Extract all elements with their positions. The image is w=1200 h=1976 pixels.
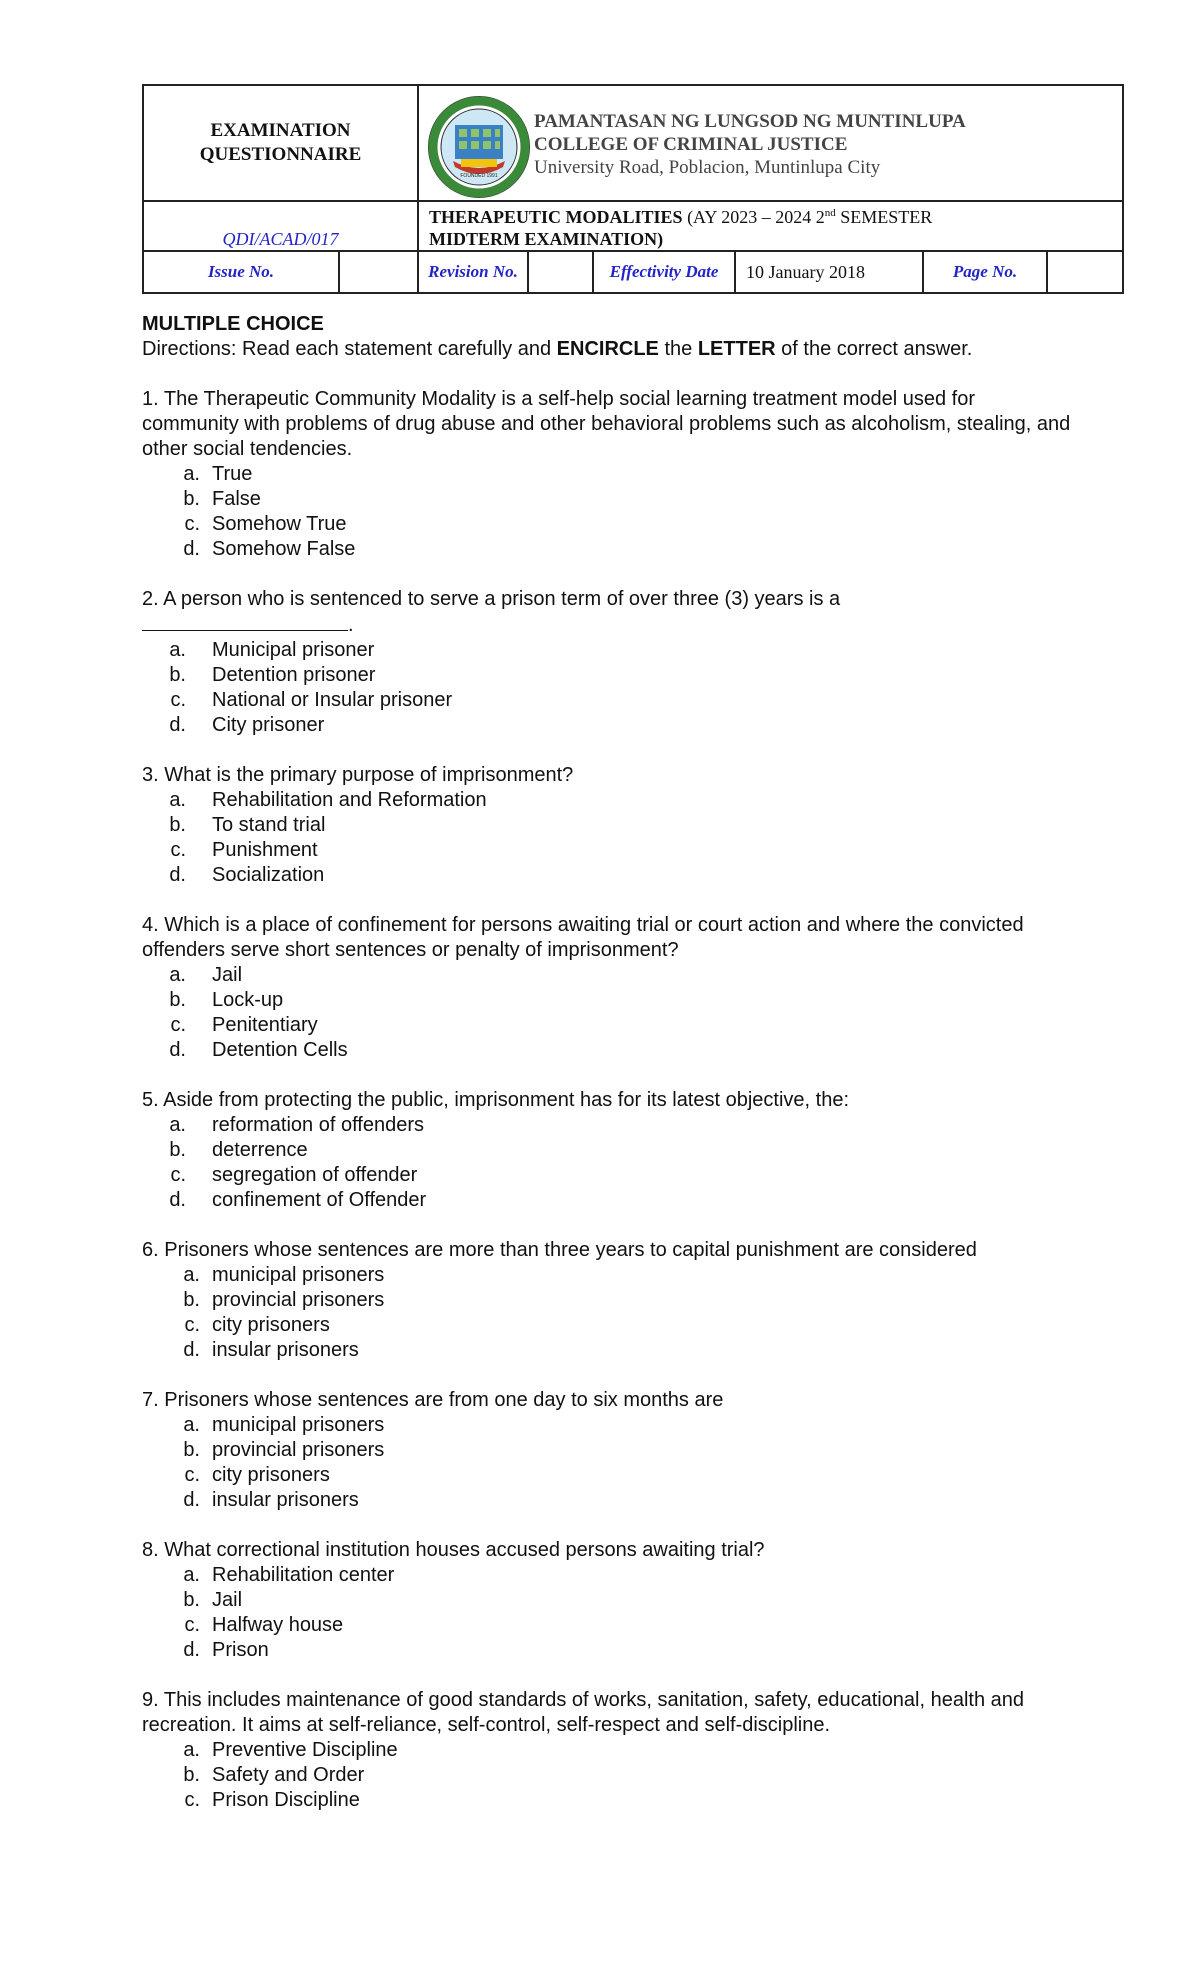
option-letter: c. (184, 1614, 200, 1636)
question-text: 5. Aside from protecting the public, imprisonment has for its latest objective, the: (142, 1089, 850, 1111)
option-text: Jail (212, 964, 243, 986)
option-text: Municipal prisoner (212, 639, 375, 661)
option-text: Somehow False (212, 538, 356, 560)
option-text: Punishment (212, 839, 318, 861)
option-letter: b. (169, 1139, 186, 1161)
university-info (418, 85, 1123, 201)
option-letter: b. (183, 1439, 200, 1461)
option-text: provincial prisoners (212, 1439, 385, 1461)
effectivity-date-label: Effectivity Date (593, 251, 735, 293)
option-letter: c. (170, 1164, 186, 1186)
option-d[interactable] (142, 863, 1072, 888)
option-d[interactable] (142, 537, 1072, 562)
option-c[interactable] (142, 512, 1072, 537)
options-list (142, 462, 1072, 562)
option-c[interactable] (142, 688, 1072, 713)
option-text: municipal prisoners (212, 1414, 385, 1436)
option-letter: b. (183, 1764, 200, 1786)
effectivity-date-value: 10 January 2018 (735, 251, 923, 293)
question-text: 9. This includes maintenance of good standards of works, sanitation, safety, educational, health and recreation. It aims at self-reliance, self-control, self-respect and self-discipline. (142, 1689, 1025, 1736)
document-code: QDI/ACAD/017 (143, 201, 418, 251)
options-list (142, 1263, 1072, 1363)
option-a[interactable] (142, 1263, 1072, 1288)
option-c[interactable] (142, 1163, 1072, 1188)
option-d[interactable] (142, 1638, 1072, 1663)
option-letter: d. (183, 1339, 200, 1361)
option-text: insular prisoners (212, 1489, 359, 1511)
option-letter: a. (183, 1264, 200, 1286)
option-letter: d. (183, 538, 200, 560)
option-text: Rehabilitation and Reformation (212, 789, 487, 811)
option-letter: c. (170, 839, 186, 861)
option-text: Lock-up (212, 989, 284, 1011)
question-text: 3. What is the primary purpose of imprisonment? (142, 764, 574, 786)
document-header (142, 84, 1124, 294)
option-letter: a. (169, 1114, 186, 1136)
option-letter: d. (169, 1189, 186, 1211)
option-letter: d. (183, 1639, 200, 1661)
question-7 (142, 1388, 1072, 1513)
exam-type: MIDTERM EXAMINATION) (429, 229, 664, 249)
option-c[interactable] (142, 1463, 1072, 1488)
option-text: To stand trial (212, 814, 326, 836)
options-list (142, 1563, 1072, 1663)
option-letter: b. (169, 989, 186, 1011)
option-d[interactable] (142, 1338, 1072, 1363)
option-letter: c. (184, 1314, 200, 1336)
options-list (142, 963, 1072, 1063)
option-letter: a. (183, 1414, 200, 1436)
option-text: confinement of Offender (212, 1189, 427, 1211)
option-text: provincial prisoners (212, 1289, 385, 1311)
option-c[interactable] (142, 1313, 1072, 1338)
page-no-value (1047, 251, 1123, 293)
issue-no-value (339, 251, 418, 293)
option-c[interactable] (142, 1788, 1072, 1813)
option-a[interactable] (142, 1413, 1072, 1438)
options-list (142, 1738, 1072, 1813)
directions (142, 337, 1072, 362)
question-6 (142, 1238, 1072, 1363)
option-b[interactable] (142, 1288, 1072, 1313)
revision-no-label: Revision No. (418, 251, 528, 293)
option-b[interactable] (142, 1763, 1072, 1788)
option-b[interactable] (142, 487, 1072, 512)
university-name: PAMANTASAN NG LUNGSOD NG MUNTINLUPA (534, 111, 966, 132)
option-text: segregation of offender (212, 1164, 418, 1186)
option-letter: c. (170, 1014, 186, 1036)
option-text: Detention prisoner (212, 664, 376, 686)
option-text: Safety and Order (212, 1764, 365, 1786)
option-text: Rehabilitation center (212, 1564, 395, 1586)
subject-ordinal: nd (824, 207, 836, 219)
option-letter: a. (183, 463, 200, 485)
option-letter: b. (169, 664, 186, 686)
blank-period: . (348, 614, 354, 636)
subject-name: THERAPEUTIC MODALITIES (429, 207, 683, 227)
section-title: MULTIPLE CHOICE (142, 313, 324, 335)
options-list (142, 1413, 1072, 1513)
option-c[interactable] (142, 838, 1072, 863)
option-d[interactable] (142, 713, 1072, 738)
option-a[interactable] (142, 963, 1072, 988)
option-letter: a. (183, 1739, 200, 1761)
option-c[interactable] (142, 1613, 1072, 1638)
option-d[interactable] (142, 1038, 1072, 1063)
options-list (142, 788, 1072, 888)
university-seal-icon (427, 95, 531, 199)
option-text: Detention Cells (212, 1039, 348, 1061)
option-letter: a. (183, 1564, 200, 1586)
directions-encircle: ENCIRCLE (556, 338, 659, 360)
option-letter: a. (169, 964, 186, 986)
option-letter: b. (183, 488, 200, 510)
option-text: deterrence (212, 1139, 308, 1161)
question-text: 7. Prisoners whose sentences are from one day to six months are (142, 1389, 724, 1411)
option-a[interactable] (142, 1738, 1072, 1763)
option-a[interactable] (142, 1563, 1072, 1588)
option-letter: d. (169, 864, 186, 886)
option-b[interactable] (142, 813, 1072, 838)
college-name: COLLEGE OF CRIMINAL JUSTICE (534, 134, 848, 155)
option-text: National or Insular prisoner (212, 689, 453, 711)
subject-semester: SEMESTER (835, 207, 933, 227)
option-text: Socialization (212, 864, 325, 886)
option-b[interactable] (142, 663, 1072, 688)
question-2 (142, 587, 1072, 738)
options-list (142, 1113, 1072, 1213)
option-text: reformation of offenders (212, 1114, 424, 1136)
option-text: Somehow True (212, 513, 347, 535)
logo-year-text: FOUNDED 1991 (460, 173, 498, 179)
option-text: False (212, 488, 261, 510)
option-text: City prisoner (212, 714, 325, 736)
revision-no-value (528, 251, 593, 293)
question-3 (142, 763, 1072, 888)
option-text: city prisoners (212, 1314, 330, 1336)
exam-questionnaire-label (143, 85, 418, 201)
question-9 (142, 1688, 1072, 1813)
option-text: Halfway house (212, 1614, 344, 1636)
option-letter: a. (169, 639, 186, 661)
option-c[interactable] (142, 1013, 1072, 1038)
option-letter: b. (169, 814, 186, 836)
question-text: 8. What correctional institution houses accused persons awaiting trial? (142, 1539, 765, 1561)
answer-blank[interactable] (142, 612, 348, 631)
page-no-label: Page No. (923, 251, 1047, 293)
option-a[interactable] (142, 788, 1072, 813)
option-letter: b. (183, 1289, 200, 1311)
option-letter: d. (183, 1489, 200, 1511)
option-text: city prisoners (212, 1464, 330, 1486)
option-text: Jail (212, 1589, 243, 1611)
directions-text: Directions: Read each statement carefully and (142, 338, 557, 360)
directions-end: of the correct answer. (775, 338, 973, 360)
options-list (142, 638, 1072, 738)
question-1 (142, 387, 1072, 562)
question-text: 4. Which is a place of confinement for persons awaiting trial or court action and where the convicted offenders serve short sentences or penalty of imprisonment? (142, 914, 1024, 961)
issue-no-label: Issue No. (143, 251, 339, 293)
directions-the: the (658, 338, 698, 360)
option-letter: c. (184, 1789, 200, 1811)
option-text: insular prisoners (212, 1339, 359, 1361)
question-text: 1. The Therapeutic Community Modality is a self-help social learning treatment model used for community with problems of drug abuse and other behavioral problems such as alcoholism, stealing, and other social tendencies. (142, 388, 1071, 460)
question-text: 6. Prisoners whose sentences are more than three years to capital punishment are considered (142, 1239, 977, 1261)
option-text: municipal prisoners (212, 1264, 385, 1286)
option-d[interactable] (142, 1488, 1072, 1513)
option-b[interactable] (142, 1438, 1072, 1463)
option-letter: c. (170, 689, 186, 711)
answer-blank-line (142, 612, 1072, 638)
option-b[interactable] (142, 1588, 1072, 1613)
option-text: True (212, 463, 253, 485)
option-a[interactable] (142, 638, 1072, 663)
exam-label-line2: QUESTIONNAIRE (199, 144, 362, 165)
option-text: Prison Discipline (212, 1789, 360, 1811)
question-4 (142, 913, 1072, 1063)
subject-year: (AY 2023 – 2024 2 (682, 207, 825, 227)
option-text: Preventive Discipline (212, 1739, 398, 1761)
option-b[interactable] (142, 988, 1072, 1013)
subject-title (418, 201, 1123, 251)
question-text: 2. A person who is sentenced to serve a prison term of over three (3) years is a (142, 588, 841, 610)
exam-content (142, 312, 1072, 1813)
option-text: Penitentiary (212, 1014, 318, 1036)
exam-label-line1: EXAMINATION (210, 120, 351, 141)
question-8 (142, 1538, 1072, 1663)
question-5 (142, 1088, 1072, 1213)
directions-letter: LETTER (697, 338, 776, 360)
option-letter: a. (169, 789, 186, 811)
option-letter: c. (184, 513, 200, 535)
option-letter: d. (169, 1039, 186, 1061)
option-text: Prison (212, 1639, 269, 1661)
option-d[interactable] (142, 1188, 1072, 1213)
option-letter: b. (183, 1589, 200, 1611)
option-a[interactable] (142, 1113, 1072, 1138)
option-letter: d. (169, 714, 186, 736)
option-b[interactable] (142, 1138, 1072, 1163)
university-address: University Road, Poblacion, Muntinlupa City (534, 157, 881, 178)
option-a[interactable] (142, 462, 1072, 487)
option-letter: c. (184, 1464, 200, 1486)
